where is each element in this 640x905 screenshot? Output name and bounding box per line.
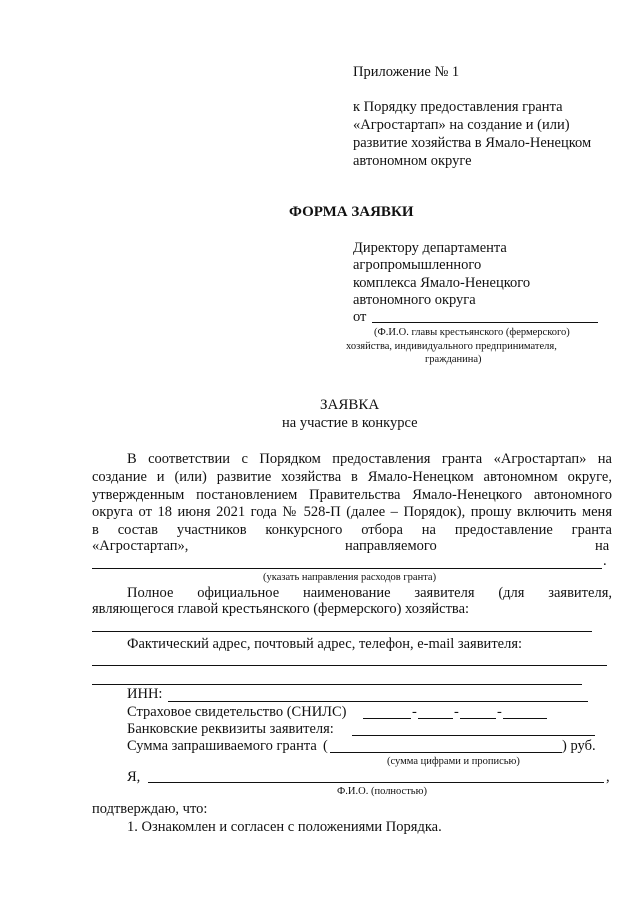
bank-label: Банковские реквизиты заявителя: <box>127 721 334 737</box>
addressee-line-1: Директору департамента <box>353 240 507 256</box>
paragraph-1-line-6b: направляемого <box>345 538 437 554</box>
appendix-number: Приложение № 1 <box>353 64 460 80</box>
paragraph-2-line-2: являющегося главой крестьянского (фермерского) хозяйства: <box>92 601 470 617</box>
appendix-line-2: «Агростартап» на создание и (или) <box>353 117 570 133</box>
application-title: ЗАЯВКА <box>320 397 380 413</box>
address-field-1[interactable] <box>92 665 607 666</box>
paragraph-1-line-2: создание и (или) развитие хозяйства в Ямало-Ненецком автономном округе, <box>92 469 612 485</box>
paragraph-1-line-4: округа от 18 июня 2021 года № 528-П (далее – Порядок), прошу включить меня <box>92 504 612 520</box>
appendix-line-1: к Порядку предоставления гранта <box>353 99 563 115</box>
snils-field-3[interactable] <box>460 718 496 719</box>
applicant-name-field[interactable] <box>372 322 598 323</box>
paragraph-2-line-1: Полное официальное наименование заявителя (для заявителя, <box>127 585 612 601</box>
paragraph-1-line-3: утвержденным постановлением Правительства Ямало-Ненецкого автономного <box>92 487 612 503</box>
snils-field-4[interactable] <box>503 718 547 719</box>
inn-field[interactable] <box>168 701 588 702</box>
snils-label: Страховое свидетельство (СНИЛС) <box>127 704 347 720</box>
paragraph-1-line-1: В соответствии с Порядком предоставления гранта «Агростартап» на <box>127 451 612 467</box>
snils-field-2[interactable] <box>418 718 453 719</box>
appendix-line-3: развитие хозяйства в Ямало-Ненецком <box>353 135 592 151</box>
addressee-hint-2: хозяйства, индивидуального предпринимателя, <box>346 341 557 352</box>
expenses-hint: (указать направления расходов гранта) <box>263 572 437 583</box>
bank-field[interactable] <box>352 735 595 736</box>
i-comma: , <box>606 769 610 785</box>
addressee-line-3: комплекса Ямало-Ненецкого <box>353 275 531 291</box>
addressee-line-4: автономного округа <box>353 292 476 308</box>
appendix-line-4: автономном округе <box>353 153 472 169</box>
full-name-field[interactable] <box>92 631 592 632</box>
addressee-hint-1: (Ф.И.О. главы крестьянского (фермерского) <box>374 327 570 338</box>
confirm-item-1: 1. Ознакомлен и согласен с положениями Порядка. <box>127 819 442 835</box>
i-label: Я, <box>127 769 141 785</box>
paragraph-1-line-6c: на <box>595 538 610 554</box>
sum-hint: (сумма цифрами и прописью) <box>387 756 520 767</box>
sum-field[interactable] <box>330 752 562 753</box>
addressee-hint-3: гражданина) <box>425 354 482 365</box>
addressee-from-label: от <box>353 309 367 325</box>
fio-field[interactable] <box>148 782 604 783</box>
address-field-2[interactable] <box>92 684 582 685</box>
paragraph-1-line-5: в состав участников конкурсного отбора на предоставление гранта <box>92 522 612 538</box>
form-title: ФОРМА ЗАЯВКИ <box>289 204 414 220</box>
application-form-page: Приложение № 1 к Порядку предоставления гранта «Агростартап» на создание и (или) развитие хозяйства в Ямало-Ненецком автономном округе ФОРМА ЗАЯВКИ Директору департамента агропромышленного комплекса Ямало-Ненецкого автономного округа от (Ф.И.О. главы крестьянского (фермерского) хозяйства, индивидуального предпринимателя, гражданина) ЗАЯВКА на участие в конкурсе В соответствии с Порядком предоставления гранта «Агростартап» на создание и (или) развитие хозяйства в Ямало-Ненецком автономном округе, утвержденным постановлением Правительства Ямало-Ненецкого автономного округа от 18 июня 2021 года № 528-П (далее – Порядок), прошу включить меня в состав участников конкурсного отбора на предоставление гранта «Агростартап», направляемого на . (указать направления расходов гранта) Полное официальное наименование заявителя (для заявителя, являющегося главой крестьянского (фермерского) хозяйства: Фактический адрес, почтовый адрес, телефон, e-mail заявителя: ИНН: Страховое свидетельство (СНИЛС) - - - Банковские реквизиты заявителя: Сумма запрашиваемого гранта ( ) руб. (сумма цифрами и прописью) Я, , Ф.И.О. (полностью) подтверждаю, что: 1. Ознакомлен и согласен с положениями Порядка. <box>92 64 612 835</box>
paragraph-1-line-6a: «Агростартап», <box>92 538 189 554</box>
inn-label: ИНН: <box>127 686 163 702</box>
addressee-line-2: агропромышленного <box>353 257 482 273</box>
confirm-label: подтверждаю, что: <box>92 801 208 817</box>
fio-hint: Ф.И.О. (полностью) <box>337 786 427 797</box>
snils-field-1[interactable] <box>363 718 411 719</box>
expenses-field[interactable] <box>92 568 602 569</box>
application-subtitle: на участие в конкурсе <box>282 415 418 431</box>
address-label: Фактический адрес, почтовый адрес, телефон, e-mail заявителя: <box>127 636 523 652</box>
sum-suffix: ) руб. <box>562 738 596 754</box>
sum-label: Сумма запрашиваемого гранта <box>127 738 317 754</box>
